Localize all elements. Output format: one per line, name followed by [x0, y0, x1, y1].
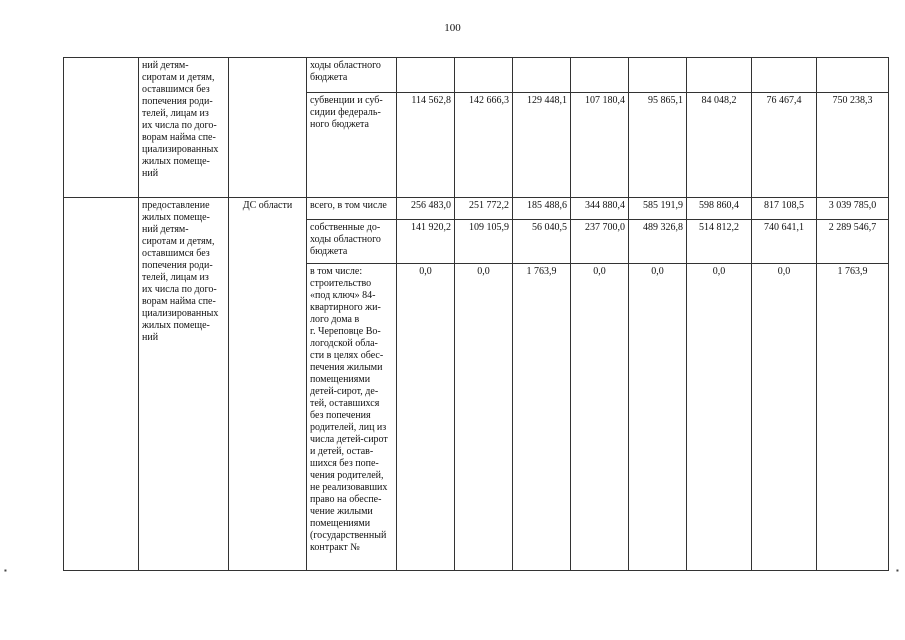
value-cell — [687, 58, 752, 93]
budget-table — [63, 57, 889, 571]
value-cell: 344 880,4 — [571, 198, 629, 220]
value-cell: 141 920,2 — [397, 220, 455, 264]
funding-source-cell: собственные до- ходы областного бюджета — [307, 220, 397, 264]
value-cell: 129 448,1 — [513, 93, 571, 198]
empty-cell — [64, 198, 139, 571]
value-cell — [513, 58, 571, 93]
value-cell — [397, 58, 455, 93]
value-cell: 107 180,4 — [571, 93, 629, 198]
value-cell: 114 562,8 — [397, 93, 455, 198]
value-cell: 0,0 — [571, 264, 629, 571]
executor-cell: ДС области — [229, 198, 307, 571]
value-cell — [455, 58, 513, 93]
page-number: 100 — [444, 22, 461, 34]
scan-mark-right: ▪ — [896, 566, 899, 575]
value-cell: 0,0 — [752, 264, 817, 571]
value-cell — [571, 58, 629, 93]
value-cell: 84 048,2 — [687, 93, 752, 198]
value-cell: 56 040,5 — [513, 220, 571, 264]
funding-source-cell: ходы областного бюджета — [307, 58, 397, 93]
value-cell: 237 700,0 — [571, 220, 629, 264]
executor-cell — [229, 58, 307, 198]
value-cell: 3 039 785,0 — [817, 198, 889, 220]
value-cell: 185 488,6 — [513, 198, 571, 220]
value-cell — [629, 58, 687, 93]
value-cell: 750 238,3 — [817, 93, 889, 198]
funding-source-cell: всего, в том числе — [307, 198, 397, 220]
value-cell: 256 483,0 — [397, 198, 455, 220]
value-cell: 0,0 — [397, 264, 455, 571]
table-row — [64, 198, 889, 220]
value-cell: 1 763,9 — [817, 264, 889, 571]
value-cell: 109 105,9 — [455, 220, 513, 264]
value-cell: 598 860,4 — [687, 198, 752, 220]
value-cell: 514 812,2 — [687, 220, 752, 264]
value-cell: 251 772,2 — [455, 198, 513, 220]
value-cell: 817 108,5 — [752, 198, 817, 220]
value-cell: 489 326,8 — [629, 220, 687, 264]
scan-mark-left: ▪ — [4, 566, 7, 575]
value-cell: 585 191,9 — [629, 198, 687, 220]
table-row — [64, 58, 889, 93]
value-cell: 95 865,1 — [629, 93, 687, 198]
value-cell: 0,0 — [629, 264, 687, 571]
value-cell — [752, 58, 817, 93]
value-cell — [817, 58, 889, 93]
value-cell: 0,0 — [687, 264, 752, 571]
value-cell: 76 467,4 — [752, 93, 817, 198]
value-cell: 2 289 546,7 — [817, 220, 889, 264]
empty-cell — [64, 58, 139, 198]
measure-description-cell: предоставление жилых помеще- ний детям- сиротам и детям, оставшимся без попечения роди- телей, лицам из их числа по дого- ворам найма спе- циализированных жилых помеще- ний — [139, 198, 229, 571]
funding-source-cell: субвенции и суб- сидии федераль- ного бюджета — [307, 93, 397, 198]
measure-description-cell: ний детям- сиротам и детям, оставшимся без попечения роди- телей, лицам из их числа по дого- ворам найма спе- циализированных жилых помеще- ний — [139, 58, 229, 198]
value-cell: 0,0 — [455, 264, 513, 571]
value-cell: 1 763,9 — [513, 264, 571, 571]
value-cell: 740 641,1 — [752, 220, 817, 264]
value-cell: 142 666,3 — [455, 93, 513, 198]
funding-source-cell: в том числе: строительство «под ключ» 84- квартирного жи- лого дома в г. Череповце Во- логодской обла- сти в целях обес- печения жилыми помещениями детей-сирот, де- тей, оставшихся без попечения родителей, лиц из числа детей-сирот и детей, остав- шихся без попе- чения родителей, не реализовавших право на обеспе- чение жилыми помещениями (государственный контракт № — [307, 264, 397, 571]
